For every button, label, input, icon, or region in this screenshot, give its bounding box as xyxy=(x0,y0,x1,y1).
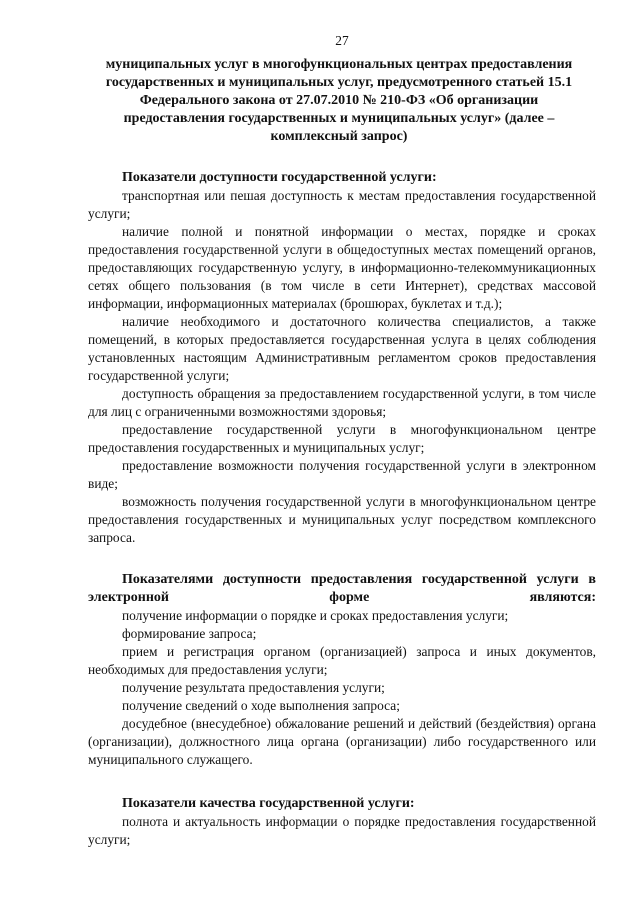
paragraph: доступность обращения за предоставлением государственной услуги, в том числе для лиц с ограниченными возможностями здоровья; xyxy=(88,386,596,419)
paragraph: возможность получения государственной услуги в многофункциональном центре предоставления государственных и муниципальных услуг посредством комплексного запроса. xyxy=(88,494,596,545)
header-text: муниципальных услуг в многофункциональных центрах предоставления государственных и муниципальных услуг, предусмотренного статьей 15.1 Федерального закона от 27.07.2010 № 210-ФЗ «Об организации предоставления государственных и муниципальных услуг» (далее – комплексный запрос) xyxy=(105,57,573,144)
page-number: 27 xyxy=(335,33,349,48)
paragraph: досудебное (внесудебное) обжалование решений и действий (бездействия) органа (организации), должностного лица органа (организации) либо государственного или муниципального служащего. xyxy=(88,716,596,767)
paragraph: получение информации о порядке и сроках предоставления услуги; xyxy=(122,608,509,623)
paragraph: транспортная или пешая доступность к местам предоставления государственной услуги; xyxy=(88,188,596,221)
paragraph: наличие полной и понятной информации о местах, порядке и сроках предоставления государственной услуги в общедоступных местах помещений органов, предоставляющих государственную услугу, в информационно-телекоммуникационных сетях общего пользования (в том числе в сети Интернет), средствах массовой информации, информационных материалах (брошюрах, буклетах и т.д.); xyxy=(88,224,596,311)
paragraph: формирование запроса; xyxy=(122,626,257,641)
section-title: Показатели качества государственной услуги: xyxy=(122,796,415,811)
paragraph: получение сведений о ходе выполнения запроса; xyxy=(122,698,400,713)
section-title: Показателями доступности предоставления государственной услуги в электронной форме являются: xyxy=(88,572,596,605)
paragraph: предоставление возможности получения государственной услуги в электронном виде; xyxy=(88,458,596,491)
paragraph: получение результата предоставления услуги; xyxy=(122,680,385,695)
paragraph: предоставление государственной услуги в многофункциональном центре предоставления государственных и муниципальных услуг; xyxy=(88,422,596,455)
paragraph: наличие необходимого и достаточного количества специалистов, а также помещений, в которых предоставляется государственная услуга в целях соблюдения установленных настоящим Административным регламентом сроков предоставления государственной услуги; xyxy=(88,314,596,383)
paragraph: полнота и актуальность информации о порядке предоставления государственной услуги; xyxy=(88,814,596,847)
paragraph: прием и регистрация органом (организацией) запроса и иных документов, необходимых для предоставления услуги; xyxy=(88,644,596,677)
section-title: Показатели доступности государственной услуги: xyxy=(122,170,437,185)
